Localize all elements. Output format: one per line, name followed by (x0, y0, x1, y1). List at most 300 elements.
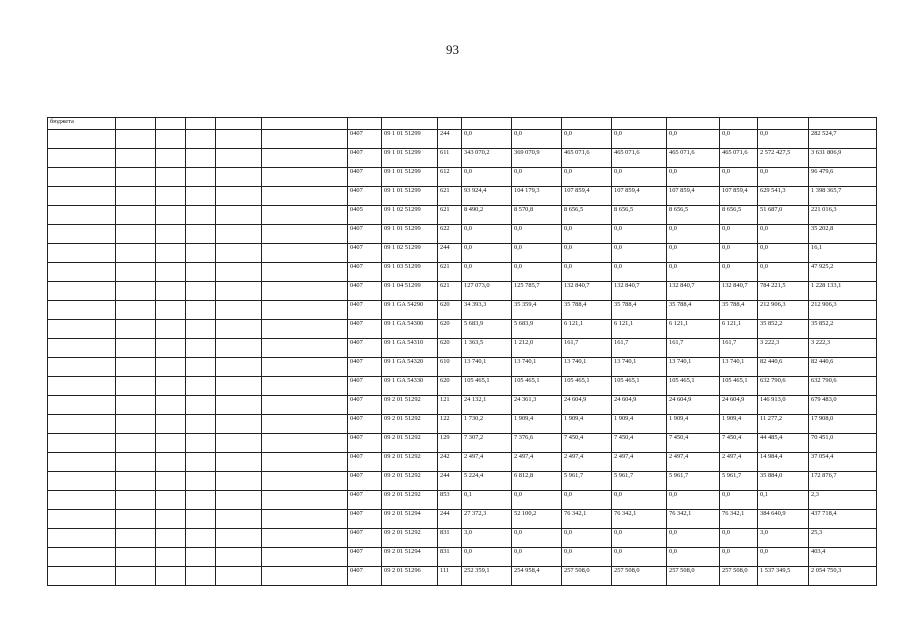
table-cell: 44 485,4 (758, 434, 809, 453)
empty-cell (262, 453, 348, 472)
empty-cell (116, 149, 156, 168)
table-cell: 1 228 133,1 (809, 282, 877, 301)
table-cell: 2 497,4 (462, 453, 512, 472)
empty-cell (48, 320, 116, 339)
table-cell: 0,0 (720, 491, 758, 510)
table-cell: 0,0 (462, 244, 512, 263)
table-cell: 27 372,3 (462, 510, 512, 529)
table-cell: 1 909,4 (667, 415, 720, 434)
table-cell: 6 121,1 (720, 320, 758, 339)
table-cell: 105 465,1 (667, 377, 720, 396)
table-cell: 37 054,4 (809, 453, 877, 472)
table-cell: 09 2 01 51292 (382, 453, 438, 472)
empty-cell (156, 358, 186, 377)
table-cell: 132 840,7 (667, 282, 720, 301)
empty-cell (216, 282, 262, 301)
table-row (48, 187, 877, 206)
table-cell: 257 508,0 (612, 567, 667, 586)
empty-cell (116, 358, 156, 377)
table-cell: 0,0 (562, 548, 612, 567)
table-cell: 0,0 (562, 263, 612, 282)
table-row (48, 434, 877, 453)
table-cell: 105 465,1 (512, 377, 562, 396)
table-cell: 122 (438, 415, 462, 434)
table-cell: 24 604,9 (720, 396, 758, 415)
empty-cell (48, 548, 116, 567)
table-cell: 35 359,4 (512, 301, 562, 320)
table-cell: 09 2 01 51292 (382, 415, 438, 434)
table-cell: 0,0 (562, 244, 612, 263)
table-cell: 0,0 (512, 263, 562, 282)
table-cell: 0,0 (462, 130, 512, 149)
table-cell: 132 840,7 (612, 282, 667, 301)
table-cell: 2 497,4 (512, 453, 562, 472)
empty-cell (186, 206, 216, 225)
table-cell: 09 1 03 51299 (382, 263, 438, 282)
table-row (48, 567, 877, 586)
table-cell: 0,0 (612, 263, 667, 282)
empty-cell (156, 168, 186, 187)
table-cell: 0,0 (512, 130, 562, 149)
empty-cell (186, 510, 216, 529)
table-cell: 3,0 (758, 529, 809, 548)
empty-cell (156, 263, 186, 282)
table-cell: 132 840,7 (720, 282, 758, 301)
table-row (48, 130, 877, 149)
table-cell: 105 465,1 (612, 377, 667, 396)
empty-cell (216, 567, 262, 586)
table-cell: 09 2 01 51292 (382, 396, 438, 415)
table-cell: 0407 (348, 529, 382, 548)
table-cell: 0,0 (612, 225, 667, 244)
empty-cell (48, 396, 116, 415)
table-cell: 610 (438, 358, 462, 377)
empty-cell (262, 320, 348, 339)
table-cell: 09 1 01 51299 (382, 149, 438, 168)
table-cell: 35 852,2 (809, 320, 877, 339)
table-row (48, 282, 877, 301)
table-cell: 09 2 01 51292 (382, 434, 438, 453)
table-cell: 5 683,9 (462, 320, 512, 339)
table-cell: 622 (438, 225, 462, 244)
table-cell: 34 393,3 (462, 301, 512, 320)
table-cell: 620 (438, 301, 462, 320)
empty-cell (216, 358, 262, 377)
table-cell: 8 656,5 (612, 206, 667, 225)
table-cell: 0407 (348, 415, 382, 434)
table-cell: 620 (438, 339, 462, 358)
table-cell: 0407 (348, 225, 382, 244)
table-row (48, 263, 877, 282)
table-cell: 09 1 GA 54320 (382, 358, 438, 377)
empty-cell (262, 567, 348, 586)
table-cell: 611 (438, 149, 462, 168)
table-cell: 96 479,6 (809, 168, 877, 187)
table-cell: 0407 (348, 130, 382, 149)
table-cell: 0,0 (667, 168, 720, 187)
table-row (48, 396, 877, 415)
table-cell: 0,0 (667, 130, 720, 149)
empty-cell (216, 434, 262, 453)
table-cell: 0407 (348, 149, 382, 168)
empty-cell (216, 225, 262, 244)
empty-cell (156, 377, 186, 396)
table-cell: 0407 (348, 282, 382, 301)
table-cell: 0,0 (612, 548, 667, 567)
empty-cell (262, 263, 348, 282)
table-cell: 2 497,4 (667, 453, 720, 472)
table-cell: 107 859,4 (562, 187, 612, 206)
table-cell: 679 483,0 (809, 396, 877, 415)
table-row (48, 168, 877, 187)
table-cell: 7 307,2 (462, 434, 512, 453)
empty-cell (116, 225, 156, 244)
table-row (48, 358, 877, 377)
empty-cell (186, 377, 216, 396)
table-cell: 47 925,2 (809, 263, 877, 282)
empty-cell (116, 453, 156, 472)
table-cell: 35 788,4 (720, 301, 758, 320)
empty-cell (116, 130, 156, 149)
table-row (48, 548, 877, 567)
table-row (48, 377, 877, 396)
table-cell: 76 342,1 (667, 510, 720, 529)
empty-cell (216, 548, 262, 567)
empty-cell (262, 187, 348, 206)
empty-cell (216, 415, 262, 434)
table-cell: 105 465,1 (462, 377, 512, 396)
table-cell: 1 398 365,7 (809, 187, 877, 206)
table-cell: 465 071,6 (720, 149, 758, 168)
table-cell: 35 852,2 (758, 320, 809, 339)
table-cell: 1 909,4 (562, 415, 612, 434)
empty-cell (156, 472, 186, 491)
table-cell: 252 359,1 (462, 567, 512, 586)
table-cell: 0407 (348, 358, 382, 377)
empty-cell (156, 244, 186, 263)
empty-cell (48, 168, 116, 187)
empty-cell (48, 358, 116, 377)
table-cell: 24 604,9 (667, 396, 720, 415)
empty-cell (262, 529, 348, 548)
empty-cell (262, 206, 348, 225)
empty-cell (216, 149, 262, 168)
table-cell: 146 913,0 (758, 396, 809, 415)
empty-cell (216, 491, 262, 510)
empty-cell (156, 339, 186, 358)
empty-cell (216, 377, 262, 396)
empty-cell (262, 377, 348, 396)
table-cell: 6 812,8 (512, 472, 562, 491)
table-row (48, 453, 877, 472)
table-cell: 17 908,0 (809, 415, 877, 434)
table-cell: 2 497,4 (562, 453, 612, 472)
table-cell: 0,1 (758, 491, 809, 510)
empty-cell (48, 263, 116, 282)
table-cell: 6 121,1 (562, 320, 612, 339)
table-cell: 612 (438, 168, 462, 187)
empty-cell (216, 453, 262, 472)
empty-cell (216, 301, 262, 320)
table-cell: 0,0 (720, 130, 758, 149)
table-cell: 2 497,4 (720, 453, 758, 472)
table-cell: 0407 (348, 339, 382, 358)
empty-cell (48, 225, 116, 244)
table-cell: 0,0 (720, 548, 758, 567)
empty-cell (262, 225, 348, 244)
table-cell: 82 440,6 (809, 358, 877, 377)
table-cell: 24 361,3 (512, 396, 562, 415)
empty-cell (116, 206, 156, 225)
table-cell: 0407 (348, 263, 382, 282)
empty-cell (156, 301, 186, 320)
table-cell: 369 070,9 (512, 149, 562, 168)
table-cell: 0,0 (562, 130, 612, 149)
table-row (48, 244, 877, 263)
empty-cell (156, 225, 186, 244)
empty-cell (262, 491, 348, 510)
table-cell: 13 740,1 (562, 358, 612, 377)
table-cell: 105 465,1 (562, 377, 612, 396)
table-cell: 0,0 (667, 244, 720, 263)
table-cell: 09 2 01 51292 (382, 529, 438, 548)
empty-cell (48, 453, 116, 472)
table-cell: 8 490,2 (462, 206, 512, 225)
table-cell: 0,1 (462, 491, 512, 510)
empty-cell (156, 130, 186, 149)
table-cell: 0,0 (512, 168, 562, 187)
table-row (48, 529, 877, 548)
table-cell: 51 687,0 (758, 206, 809, 225)
table-cell: 0,0 (758, 263, 809, 282)
table-cell: 0,0 (720, 225, 758, 244)
page-number: 93 (446, 42, 459, 57)
table-cell: 0,0 (758, 225, 809, 244)
empty-cell (186, 396, 216, 415)
empty-cell (216, 472, 262, 491)
table-cell: 52 100,2 (512, 510, 562, 529)
table-cell: 127 073,0 (462, 282, 512, 301)
table-cell: 621 (438, 206, 462, 225)
table-cell: 161,7 (562, 339, 612, 358)
table-cell: 5 961,7 (562, 472, 612, 491)
empty-cell (216, 130, 262, 149)
empty-cell (48, 244, 116, 263)
empty-cell (116, 415, 156, 434)
table-cell: 09 1 GA 54290 (382, 301, 438, 320)
empty-cell (262, 168, 348, 187)
table-cell: 2,3 (809, 491, 877, 510)
empty-cell (216, 263, 262, 282)
empty-cell (156, 149, 186, 168)
table-cell: 0,0 (667, 263, 720, 282)
table-cell: 5 683,9 (512, 320, 562, 339)
table-cell: 8 656,5 (667, 206, 720, 225)
table-cell: 2 497,4 (612, 453, 667, 472)
empty-cell (186, 434, 216, 453)
table-cell: 0,0 (758, 244, 809, 263)
table-cell: 212 906,3 (758, 301, 809, 320)
table-cell: 0407 (348, 168, 382, 187)
empty-cell (216, 244, 262, 263)
table-cell: 76 342,1 (720, 510, 758, 529)
table-cell: 0407 (348, 320, 382, 339)
table-cell: 8 570,8 (512, 206, 562, 225)
empty-cell (48, 510, 116, 529)
empty-cell (48, 149, 116, 168)
empty-cell (186, 282, 216, 301)
empty-cell (262, 510, 348, 529)
table-cell: 24 604,9 (612, 396, 667, 415)
empty-cell (262, 301, 348, 320)
table-cell: 8 656,5 (720, 206, 758, 225)
table-cell: 13 740,1 (462, 358, 512, 377)
table-cell: 244 (438, 510, 462, 529)
empty-cell (262, 244, 348, 263)
table-cell: 621 (438, 187, 462, 206)
table-row (48, 510, 877, 529)
table-cell: 0407 (348, 301, 382, 320)
table-cell: 0,0 (512, 225, 562, 244)
empty-cell (262, 149, 348, 168)
empty-cell (156, 510, 186, 529)
empty-cell (216, 187, 262, 206)
table-cell: 384 640,9 (758, 510, 809, 529)
table-cell: 1 730,2 (462, 415, 512, 434)
table-cell: 172 876,7 (809, 472, 877, 491)
table-cell: 257 508,0 (562, 567, 612, 586)
table-cell: 0,0 (512, 491, 562, 510)
table-cell: 3 222,3 (758, 339, 809, 358)
empty-cell (262, 282, 348, 301)
table-cell: 104 179,3 (512, 187, 562, 206)
empty-cell (186, 472, 216, 491)
table-cell: 257 508,0 (667, 567, 720, 586)
empty-cell (186, 415, 216, 434)
table-cell: 09 1 01 51299 (382, 187, 438, 206)
table-cell: 13 740,1 (720, 358, 758, 377)
table-cell: 1 909,4 (720, 415, 758, 434)
budget-table (47, 117, 877, 586)
table-cell: 7 450,4 (612, 434, 667, 453)
table-cell: 09 1 GA 54300 (382, 320, 438, 339)
empty-cell (116, 472, 156, 491)
table-cell: 1 909,4 (612, 415, 667, 434)
table-cell: 09 1 02 51299 (382, 206, 438, 225)
table-cell: 465 071,6 (667, 149, 720, 168)
table-cell: 0,0 (720, 168, 758, 187)
table-cell: 105 465,1 (720, 377, 758, 396)
table-cell: 0,0 (667, 491, 720, 510)
empty-cell (116, 548, 156, 567)
table-cell: 09 1 01 51299 (382, 225, 438, 244)
table-cell: 3 631 806,9 (809, 149, 877, 168)
table-cell: 0,0 (512, 529, 562, 548)
empty-cell (156, 415, 186, 434)
table-cell: 09 2 01 51294 (382, 548, 438, 567)
empty-cell (216, 510, 262, 529)
empty-cell (216, 529, 262, 548)
empty-cell (48, 529, 116, 548)
table-cell: 1 537 349,5 (758, 567, 809, 586)
table-cell: 784 221,5 (758, 282, 809, 301)
table-cell: 0407 (348, 244, 382, 263)
table-cell: 0,0 (758, 130, 809, 149)
table-cell: 242 (438, 453, 462, 472)
table-cell: 3,0 (462, 529, 512, 548)
empty-cell (48, 415, 116, 434)
table-cell: 437 718,4 (809, 510, 877, 529)
table-cell: 13 740,1 (667, 358, 720, 377)
empty-cell (48, 301, 116, 320)
table-cell: 6 121,1 (667, 320, 720, 339)
table-row (48, 225, 877, 244)
empty-cell (156, 491, 186, 510)
table-cell: 0,0 (758, 548, 809, 567)
table-row (48, 320, 877, 339)
empty-cell (186, 320, 216, 339)
table-cell: 0,0 (562, 168, 612, 187)
table-cell: 82 440,6 (758, 358, 809, 377)
table-cell: 0407 (348, 187, 382, 206)
table-cell: 107 859,4 (720, 187, 758, 206)
table-cell: 632 790,6 (809, 377, 877, 396)
empty-cell (116, 187, 156, 206)
empty-cell (262, 548, 348, 567)
table-cell: 111 (438, 567, 462, 586)
table-cell: 121 (438, 396, 462, 415)
table-cell: 24 604,9 (562, 396, 612, 415)
table-cell: 09 1 04 51299 (382, 282, 438, 301)
table-cell: 93 924,4 (462, 187, 512, 206)
table-cell: 254 958,4 (512, 567, 562, 586)
table-cell: 853 (438, 491, 462, 510)
empty-cell (262, 415, 348, 434)
table-cell: 14 984,4 (758, 453, 809, 472)
table-row (48, 472, 877, 491)
empty-cell (116, 282, 156, 301)
table-cell: 107 859,4 (667, 187, 720, 206)
empty-cell (186, 130, 216, 149)
table-cell: 16,1 (809, 244, 877, 263)
table-cell: 0,0 (512, 548, 562, 567)
table-cell: 244 (438, 130, 462, 149)
table-cell: 0407 (348, 567, 382, 586)
row-label-cell: бюджета (48, 118, 116, 130)
empty-cell (186, 263, 216, 282)
empty-cell (48, 377, 116, 396)
table-cell: 09 1 GA 54310 (382, 339, 438, 358)
empty-cell (156, 187, 186, 206)
empty-cell (48, 339, 116, 358)
empty-cell (156, 320, 186, 339)
table-cell: 125 785,7 (512, 282, 562, 301)
empty-cell (116, 396, 156, 415)
table-cell: 0407 (348, 396, 382, 415)
table-cell: 621 (438, 282, 462, 301)
table-cell: 3 222,3 (809, 339, 877, 358)
table-cell: 0407 (348, 472, 382, 491)
table-header-row (48, 118, 877, 130)
table-cell: 0,0 (758, 168, 809, 187)
table-cell: 632 790,6 (758, 377, 809, 396)
empty-cell (186, 225, 216, 244)
empty-cell (156, 282, 186, 301)
empty-cell (262, 472, 348, 491)
table-cell: 5 961,7 (720, 472, 758, 491)
empty-cell (116, 168, 156, 187)
table-cell: 161,7 (720, 339, 758, 358)
